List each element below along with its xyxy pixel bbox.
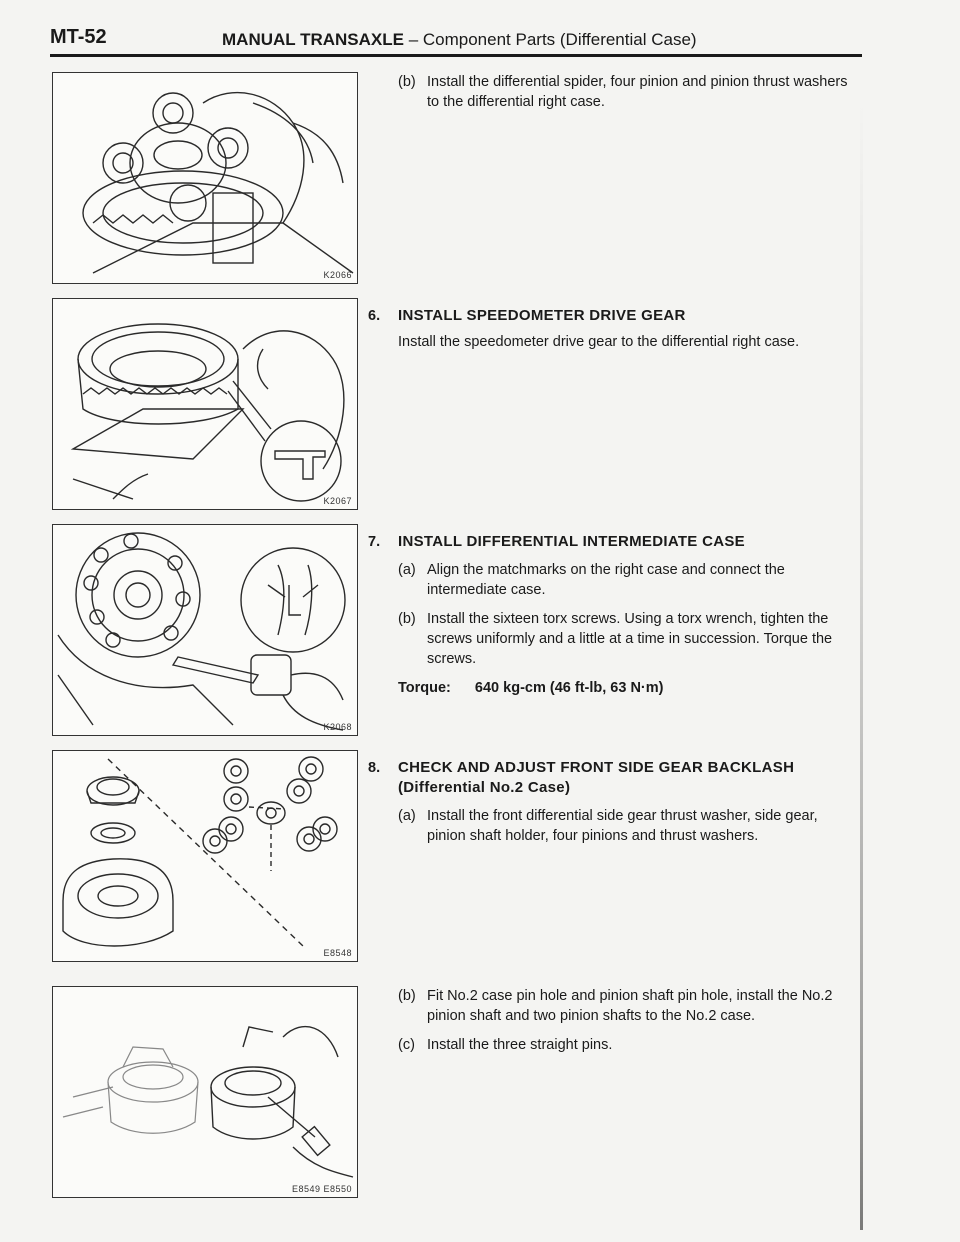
step-heading: INSTALL SPEEDOMETER DRIVE GEAR	[398, 307, 686, 324]
figure-e8549-e8550	[52, 986, 358, 1198]
step-5b-block	[398, 72, 858, 121]
step-7a	[398, 560, 858, 600]
step-8-block	[368, 758, 858, 855]
step-7b	[398, 609, 858, 669]
figure-e8548	[52, 750, 358, 962]
step-8c	[398, 1035, 858, 1055]
step-body: Install the speedometer drive gear to the differential right case.	[398, 334, 800, 350]
exploded-side-gear-pinions-icon	[53, 751, 358, 962]
header-rule	[50, 54, 862, 57]
sub-text: Install the three straight pins.	[427, 1037, 613, 1053]
torx-wrench-tightening-icon	[53, 525, 358, 736]
sub-label: (b)	[398, 611, 416, 627]
step-8a	[398, 806, 858, 846]
step-heading: CHECK AND ADJUST FRONT SIDE GEAR BACKLASH	[398, 759, 795, 776]
section-subtitle: Component Parts (Differential Case)	[422, 30, 697, 49]
step-5b	[398, 72, 858, 112]
step-heading-sub: (Differential No.2 Case)	[398, 779, 571, 796]
torque-label: Torque:	[398, 680, 451, 696]
sub-text: Install the sixteen torx screws. Using a torx wrench, tighten the screws uniformly and a little at a time in succession. Torque the screws.	[427, 611, 833, 667]
sub-label: (a)	[398, 562, 416, 578]
sub-text: Fit No.2 case pin hole and pinion shaft pin hole, install the No.2 pinion shaft and two pinion shafts to the No.2 case.	[427, 988, 833, 1024]
figure-code: E8548	[323, 948, 352, 958]
step-number: 8.	[368, 760, 381, 776]
section-title: MANUAL TRANSAXLE	[222, 30, 404, 49]
page-header	[50, 22, 862, 56]
sub-text: Install the differential spider, four pinion and pinion thrust washers to the differential right case.	[427, 74, 848, 110]
title-separator: –	[403, 30, 423, 49]
step-number: 6.	[368, 308, 381, 324]
figure-code: E8549 E8550	[291, 1184, 352, 1194]
figure-code: K2067	[323, 496, 352, 506]
sub-label: (a)	[398, 808, 416, 824]
sub-text: Align the matchmarks on the right case and connect the intermediate case.	[427, 562, 785, 598]
sub-label: (c)	[398, 1037, 415, 1053]
page-title	[222, 30, 697, 50]
step-7-block	[368, 532, 858, 698]
sub-text: Install the front differential side gear thrust washer, side gear, pinion shaft holder, four pinions and thrust washers.	[427, 808, 818, 844]
figure-k2066	[52, 72, 358, 284]
figure-code: K2066	[323, 270, 352, 280]
torque-spec	[398, 678, 858, 698]
step-8bc-block	[398, 986, 858, 1064]
step-heading: INSTALL DIFFERENTIAL INTERMEDIATE CASE	[398, 533, 745, 550]
no2-case-pinion-shaft-icon	[53, 987, 358, 1198]
page-number: MT-52	[50, 26, 107, 48]
figure-k2068	[52, 524, 358, 736]
differential-spider-installation-icon	[53, 73, 358, 284]
speedometer-gear-installation-icon	[53, 299, 358, 510]
figure-code: K2068	[323, 722, 352, 732]
step-number: 7.	[368, 534, 381, 550]
torque-value: 640 kg-cm (46 ft-lb, 63 N·m)	[474, 680, 664, 696]
step-6-block	[368, 306, 858, 352]
figure-k2067	[52, 298, 358, 510]
page-binding-shadow	[860, 100, 863, 1230]
sub-label: (b)	[398, 988, 416, 1004]
step-8b	[398, 986, 858, 1026]
sub-label: (b)	[398, 74, 416, 90]
